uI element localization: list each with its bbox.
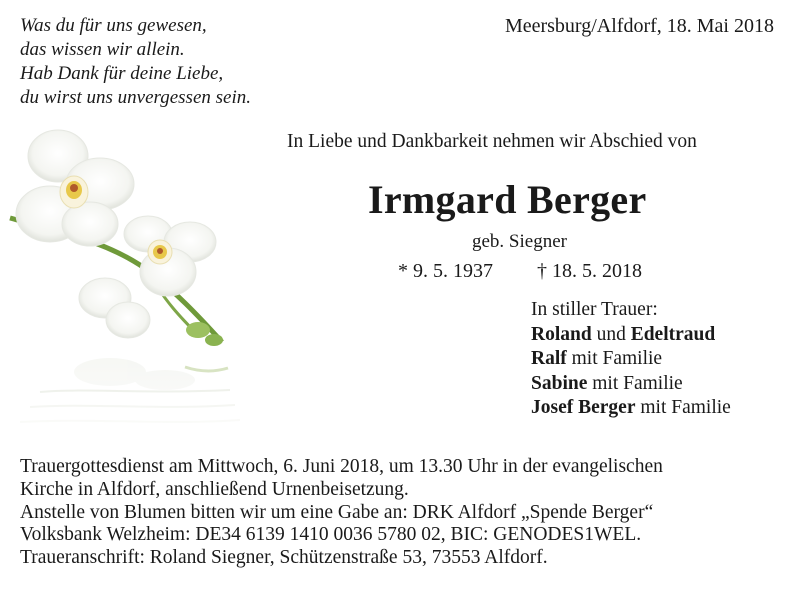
footer-line: Kirche in Alfdorf, anschließend Urnenbeisetzung. [20, 478, 409, 500]
poem-line: Hab Dank für deine Liebe, [20, 63, 224, 84]
poem-line: du wirst uns unvergessen sein. [20, 87, 251, 108]
orchid-image [0, 122, 250, 447]
mourners-list [531, 298, 731, 421]
service-details [20, 456, 663, 570]
mourners-heading: In stiller Trauer: [531, 299, 658, 320]
mourner-entry: Roland und Edeltraud [531, 323, 716, 345]
mourner-entry: Ralf mit Familie [531, 348, 663, 369]
intro-text: In Liebe und Dankbarkeit nehmen wir Abschied von [287, 131, 697, 152]
footer-line: Traueranschrift: Roland Siegner, Schützenstraße 53, 73553 Alfdorf. [20, 547, 548, 569]
place-date: Meersburg/Alfdorf, 18. Mai 2018 [504, 15, 774, 37]
poem-line: das wissen wir allein. [20, 39, 185, 60]
deceased-name: Irmgard Berger [368, 177, 647, 222]
birth-date: * 9. 5. 1937 [398, 260, 493, 282]
footer-line: Trauergottesdienst am Mittwoch, 6. Juni 2018, um 13.30 Uhr in der evangelischen [20, 456, 663, 477]
maiden-name: geb. Siegner [472, 231, 567, 252]
poem-line: Was du für uns gewesen, [20, 15, 207, 36]
poem [20, 14, 251, 110]
mourner-entry: Josef Berger mit Familie [531, 397, 731, 418]
footer-line: Anstelle von Blumen bitten wir um eine Gabe an: DRK Alfdorf „Spende Berger“ [20, 501, 654, 523]
footer-line: Volksbank Welzheim: DE34 6139 1410 0036 5780 02, BIC: GENODES1WEL. [20, 524, 642, 546]
mourner-entry: Sabine mit Familie [531, 372, 683, 394]
death-date: † 18. 5. 2018 [537, 260, 642, 282]
